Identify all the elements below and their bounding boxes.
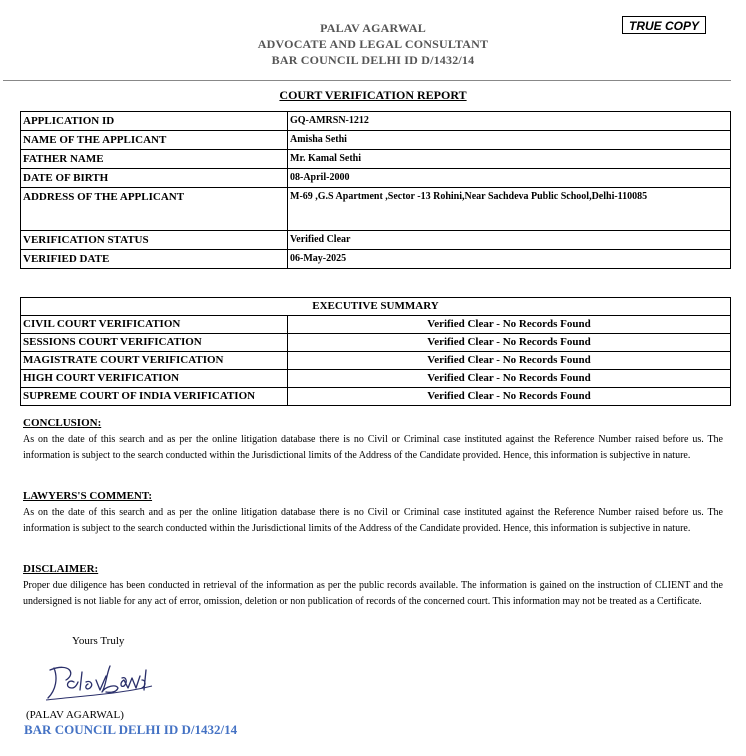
detail-label: DATE OF BIRTH <box>21 169 288 188</box>
table-row <box>21 231 731 250</box>
table-row <box>21 316 731 334</box>
detail-value: Amisha Sethi <box>288 131 731 150</box>
detail-label: ADDRESS OF THE APPLICANT <box>21 188 288 231</box>
summary-label: SUPREME COURT OF INDIA VERIFICATION <box>21 388 288 406</box>
footer-bar-id: BAR COUNCIL DELHI ID D/1432/14 <box>24 722 238 737</box>
detail-label: NAME OF THE APPLICANT <box>21 131 288 150</box>
table-row <box>21 150 731 169</box>
table-header-row <box>21 298 731 316</box>
applicant-details-table <box>20 111 731 269</box>
handwritten-signature <box>40 656 160 706</box>
summary-value: Verified Clear - No Records Found <box>288 352 731 370</box>
detail-label: APPLICATION ID <box>21 112 288 131</box>
detail-value: Mr. Kamal Sethi <box>288 150 731 169</box>
detail-value: GQ-AMRSN-1212 <box>288 112 731 131</box>
report-title: COURT VERIFICATION REPORT <box>279 88 467 102</box>
detail-value: 06-May-2025 <box>288 250 731 269</box>
lawyers-comment-section <box>23 488 723 538</box>
table-row <box>21 370 731 388</box>
conclusion-text: As on the date of this search and as per the online litigation database there is no Civil or Criminal case instituted against the Reference Number raised before us. The information is subject to the search conducted within the Jurisdictional limits of the Address of the Candidate provided. Hence, this information is subjective in nature. <box>23 433 723 461</box>
summary-label: CIVIL COURT VERIFICATION <box>21 316 288 334</box>
summary-value: Verified Clear - No Records Found <box>288 388 731 406</box>
detail-label: VERIFIED DATE <box>21 250 288 269</box>
detail-value: M-69 ,G.S Apartment ,Sector -13 Rohini,Near Sachdeva Public School,Delhi-110085 <box>288 188 731 231</box>
letterhead-bar-id: BAR COUNCIL DELHI ID D/1432/14 <box>271 53 475 67</box>
comment-heading: LAWYERS'S COMMENT: <box>23 490 153 502</box>
detail-label: FATHER NAME <box>21 150 288 169</box>
summary-title: EXECUTIVE SUMMARY <box>21 298 731 316</box>
disclaimer-text: Proper due diligence has been conducted in retrieval of the information as per the public records available. The information is gained on the instruction of CLIENT and the undersigned is not liable for any act of error, omission, deletion or non publication of records of the concerned court. This information may not be treated as a Certificate. <box>23 579 723 607</box>
table-row <box>21 112 731 131</box>
table-row <box>21 169 731 188</box>
closing-salutation: Yours Truly <box>72 635 125 647</box>
advocate-name: PALAV AGARWAL <box>320 21 426 35</box>
table-row <box>21 188 731 231</box>
summary-label: SESSIONS COURT VERIFICATION <box>21 334 288 352</box>
summary-label: HIGH COURT VERIFICATION <box>21 370 288 388</box>
disclaimer-heading: DISCLAIMER: <box>23 563 99 575</box>
summary-label: MAGISTRATE COURT VERIFICATION <box>21 352 288 370</box>
table-row <box>21 250 731 269</box>
advocate-role: ADVOCATE AND LEGAL CONSULTANT <box>257 37 489 51</box>
table-row <box>21 352 731 370</box>
signatory-name: (PALAV AGARWAL) <box>26 709 124 721</box>
table-row <box>21 334 731 352</box>
table-row <box>21 131 731 150</box>
detail-value: 08-April-2000 <box>288 169 731 188</box>
conclusion-heading: CONCLUSION: <box>23 417 102 429</box>
detail-value: Verified Clear <box>288 231 731 250</box>
header-divider <box>3 80 731 81</box>
disclaimer-section <box>23 561 723 611</box>
executive-summary-table <box>20 297 731 406</box>
conclusion-section <box>23 415 723 465</box>
comment-text: As on the date of this search and as per the online litigation database there is no Civil or Criminal case instituted against the Reference Number raised before us. The information is subject to the search conducted within the Jurisdictional limits of the Address of the Candidate provided. Hence, this information is subjective in nature. <box>23 506 723 534</box>
detail-label: VERIFICATION STATUS <box>21 231 288 250</box>
true-copy-stamp: TRUE COPY <box>622 16 706 34</box>
summary-value: Verified Clear - No Records Found <box>288 334 731 352</box>
summary-value: Verified Clear - No Records Found <box>288 316 731 334</box>
table-row <box>21 388 731 406</box>
summary-value: Verified Clear - No Records Found <box>288 370 731 388</box>
